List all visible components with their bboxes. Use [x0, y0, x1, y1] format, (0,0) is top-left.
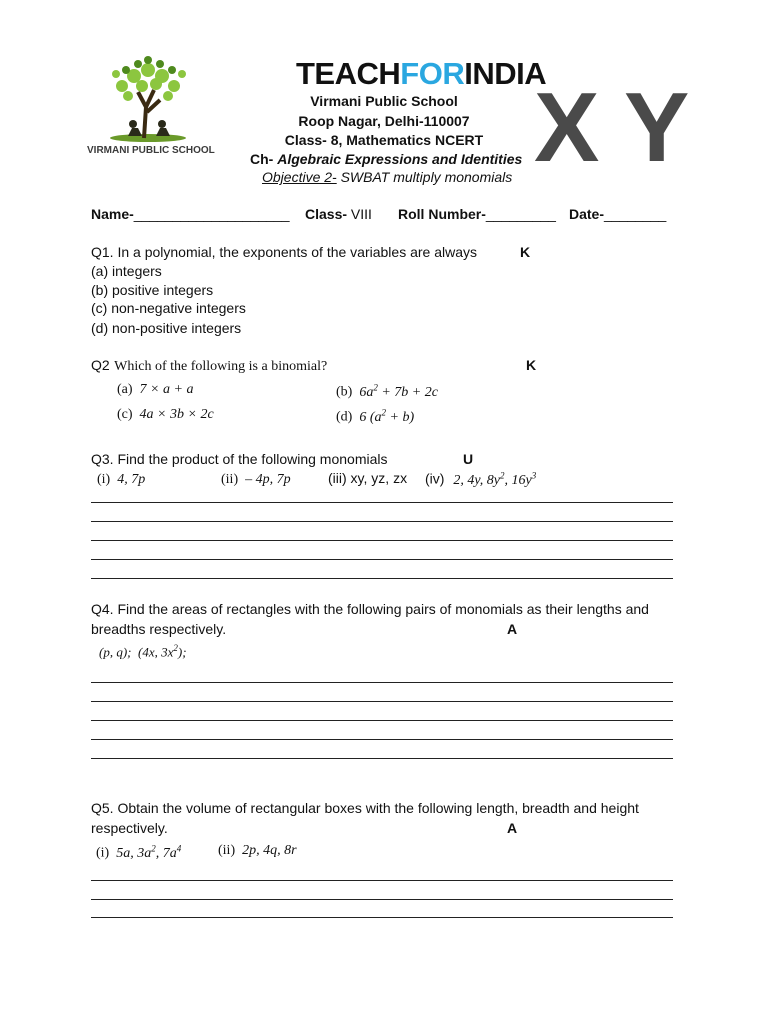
q2-option-d: (d) 6 $(a^2 + b)$ [336, 407, 415, 425]
q2-option-b: (b) $6a^2 + 7b + 2c$ [336, 382, 438, 400]
tree-icon [98, 52, 198, 144]
q1-level: K [520, 244, 531, 260]
answer-line[interactable] [91, 758, 673, 759]
q5-level: A [507, 820, 518, 836]
q5-text-line1: Q5. Obtain the volume of rectangular boxes with the following length, breadth and height [91, 800, 639, 816]
q2-option-c: (c) 4a × 3b × 2c [117, 407, 214, 422]
q3-part-ii: (ii) – 4p, 7p [221, 472, 291, 487]
chapter-line: Ch- Algebraic Expressions and Identities [250, 151, 523, 167]
q1-option-a: (a) integers [91, 263, 162, 279]
school-name: Virmani Public School [310, 93, 458, 109]
q5-part-ii: (ii) 2p, 4q, 8r [218, 843, 297, 858]
q2-level: K [526, 357, 537, 373]
logo-caption: VIRMANI PUBLIC SCHOOL [87, 145, 215, 156]
q5-text-line2: respectively. [91, 820, 168, 836]
class-subject: Class- 8, Mathematics NCERT [284, 132, 484, 148]
q3-part-iv: (iv) 2, 4y, $8y^2$, $16y^3$ [425, 470, 537, 488]
q1-text: Q1. In a polynomial, the exponents of the variables are always [91, 244, 477, 260]
answer-line[interactable] [91, 701, 673, 702]
answer-line[interactable] [91, 502, 673, 503]
class-field: Class- VIII [305, 206, 372, 222]
answer-line[interactable] [91, 739, 673, 740]
date-field: Date-________ [569, 206, 667, 222]
xy-graphic-x: X [534, 72, 600, 182]
objective-line: Objective 2- SWBAT multiply monomials [262, 169, 513, 185]
answer-line[interactable] [91, 917, 673, 918]
answer-line[interactable] [91, 578, 673, 579]
q3-part-i: (i) 4, 7p [97, 472, 146, 487]
q4-text-line2: breadths respectively. [91, 621, 227, 637]
q4-pairs: (p, q); (4x, $3x^2$); [99, 643, 187, 660]
q2-text: Q2 Which of the following is a binomial? [91, 357, 328, 374]
q3-level: U [463, 451, 474, 467]
q4-text-line1: Q4. Find the areas of rectangles with the following pairs of monomials as their lengths and [91, 601, 649, 617]
q2-option-a: (a) 7 × a + a [117, 382, 194, 397]
answer-line[interactable] [91, 880, 673, 881]
answer-line[interactable] [91, 521, 673, 522]
q1-option-c: (c) non-negative integers [91, 300, 246, 316]
xy-graphic-y: Y [624, 72, 690, 182]
school-address: Roop Nagar, Delhi-110007 [298, 113, 470, 129]
q1-option-d: (d) non-positive integers [91, 320, 242, 336]
answer-line[interactable] [91, 682, 673, 683]
q4-level: A [507, 621, 518, 637]
school-logo [98, 52, 198, 144]
teach-for-india-logo: TEACHFORINDIA [296, 56, 547, 91]
q1-option-b: (b) positive integers [91, 282, 214, 298]
roll-number-field: Roll Number-_________ [398, 206, 556, 222]
answer-line[interactable] [91, 899, 673, 900]
answer-line[interactable] [91, 559, 673, 560]
q5-part-i: (i) 5a, $3a^2$, $7a^4$ [96, 843, 182, 861]
q3-part-iii: (iii) xy, yz, zx [328, 470, 408, 486]
answer-line[interactable] [91, 720, 673, 721]
answer-line[interactable] [91, 540, 673, 541]
q3-text: Q3. Find the product of the following monomials [91, 451, 388, 467]
name-field: Name-____________________ [91, 206, 290, 222]
